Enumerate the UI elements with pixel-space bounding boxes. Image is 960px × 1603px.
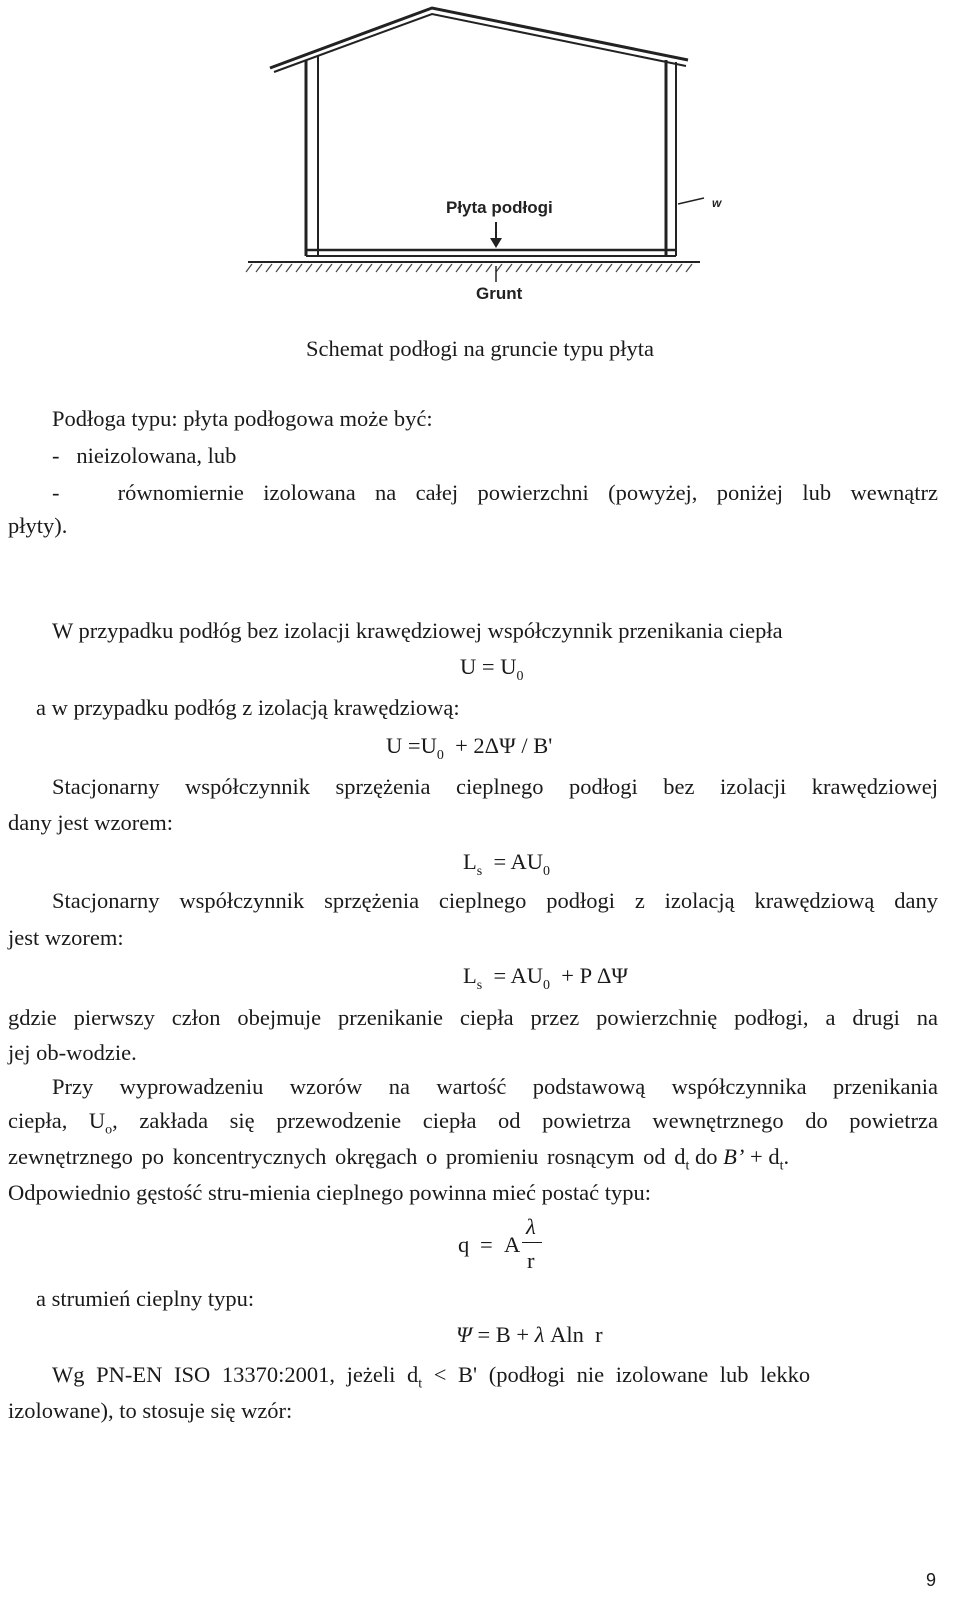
eq4-rhs-sub: 0 — [543, 978, 551, 993]
para-derivation-line2-a: ciepła, U — [8, 1108, 106, 1133]
para-standard-line1 — [52, 1364, 938, 1392]
eq3-rhs-sub: 0 — [543, 864, 551, 879]
eq5-den: r — [527, 1248, 535, 1273]
building-figure — [240, 0, 710, 310]
eq6-lam: λ — [534, 1322, 545, 1347]
para-standard-line1-sub: t — [418, 1376, 423, 1392]
eq6-tail: Aln r — [544, 1322, 603, 1347]
para-standard-line1-a: Wg PN-EN ISO 13370:2001, jeżeli d — [52, 1362, 419, 1387]
para-edge-insulation: a w przypadku podłóg z izolacją krawędziową: — [36, 695, 460, 720]
eq1-equals: = — [481, 654, 495, 679]
eq1-rhs: U — [500, 654, 517, 679]
para-terms-line2: jej ob-wodzie. — [8, 1040, 137, 1065]
equation-ls-au0-ppsi — [463, 965, 628, 993]
eq6-lhs: Ψ — [456, 1322, 472, 1347]
eq2-sub: 0 — [436, 748, 444, 763]
building-schematic-drawing — [240, 0, 710, 310]
eq5-num: λ — [526, 1214, 536, 1239]
para-derivation-line2-b: , zakłada się przewodzenie ciepła od powietrza wewnętrznego do powietrza — [112, 1108, 938, 1133]
slab-label: Płyta podłogi — [446, 198, 553, 217]
ground-label: Grunt — [476, 284, 523, 303]
wall-label: w — [712, 196, 722, 210]
equation-ls-au0 — [463, 851, 550, 879]
eq3-rhs: = AU — [493, 849, 544, 874]
equation-u-edge: $U =U_0 + 2\Delta\Psi / B'$ — [386, 733, 553, 763]
eq2-rhs-b: + 2ΔΨ / B' — [455, 733, 553, 758]
para-derivation-line3 — [8, 1146, 938, 1174]
para-coupling-no-edge-line2: dany jest wzorem: — [8, 810, 173, 835]
para-coupling-no-edge-line1: Stacjonarny współczynnik sprzężenia cieplnego podłogi bez izolacji krawędziowej — [52, 774, 938, 799]
eq4-lhs-sub: s — [476, 978, 483, 993]
para-derivation-line1: Przy wyprowadzeniu wzorów na wartość podstawową współczynnika przenikania — [52, 1074, 938, 1099]
para-standard-line2: izolowane), to stosuje się wzór: — [8, 1398, 293, 1423]
equation-q — [458, 1214, 548, 1272]
para-terms-line1: gdzie pierwszy człon obejmuje przenikanie ciepła przez powierzchnię podłogi, a drugi na — [8, 1005, 938, 1030]
eq5-fraction-bar — [522, 1242, 542, 1243]
para-derivation-line3-d: . — [783, 1144, 790, 1169]
eq3-lhs-sub: s — [476, 864, 483, 879]
eq4-lhs: L — [463, 963, 477, 988]
para-derivation-line3-a: zewnętrznego po koncentrycznych okręgach o promieniu rosnącym od d — [8, 1144, 686, 1169]
eq2-lhs: U — [386, 733, 403, 758]
eq6-rhs: = B + — [477, 1322, 535, 1347]
para-derivation-line3-B: B’ — [723, 1144, 745, 1169]
eq5-equals: = — [480, 1232, 493, 1257]
intro-heading: Podłoga typu: płyta podłogowa może być: — [52, 406, 433, 431]
equation-psi — [456, 1324, 603, 1347]
bullet-insulated-cont: płyty). — [8, 513, 68, 538]
para-coupling-edge-line1: Stacjonarny współczynnik sprzężenia cieplnego podłogi z izolacją krawędziową dany — [52, 888, 938, 913]
eq3-lhs: L — [463, 849, 477, 874]
eq5-A: A — [504, 1232, 521, 1257]
page-number: 9 — [926, 1570, 937, 1590]
eq1-sub: 0 — [516, 669, 524, 684]
figure-caption: Schemat podłogi na gruncie typu płyta — [306, 336, 655, 361]
para-derivation-line3-sub2: t — [779, 1158, 784, 1174]
para-standard-line1-b: < B' (podłogi nie izolowane lub lekko — [422, 1362, 811, 1387]
para-heat-flow: a strumień cieplny typu: — [36, 1286, 255, 1311]
para-derivation-line4: Odpowiednio gęstość stru-mienia cieplnego powinna mieć postać typu: — [8, 1180, 651, 1205]
para-derivation-line3-c: + d — [744, 1144, 780, 1169]
para-coupling-edge-line2: jest wzorem: — [8, 925, 124, 950]
eq2-rhs-a: U — [420, 733, 437, 758]
para-derivation-line2 — [8, 1110, 938, 1138]
eq4-tail: + P ΔΨ — [561, 963, 628, 988]
eq1-lhs: U — [460, 654, 477, 679]
para-derivation-line3-sub1: t — [685, 1158, 690, 1174]
para-derivation-line3-b: do — [689, 1144, 724, 1169]
para-derivation-line2-sub: o — [105, 1122, 113, 1138]
bullet-insulated: - równomiernie izolowana na całej powierzchni (powyżej, poniżej lub wewnątrz — [52, 480, 938, 505]
eq4-rhs: = AU — [493, 963, 544, 988]
equation-u-equals-u0 — [460, 656, 523, 684]
bullet-uninsulated: - nieizolowana, lub — [52, 443, 237, 468]
eq5-lhs: q — [458, 1232, 470, 1257]
para-no-edge-insulation: W przypadku podłóg bez izolacji krawędziowej współczynnik przenikania ciepła — [52, 618, 783, 643]
